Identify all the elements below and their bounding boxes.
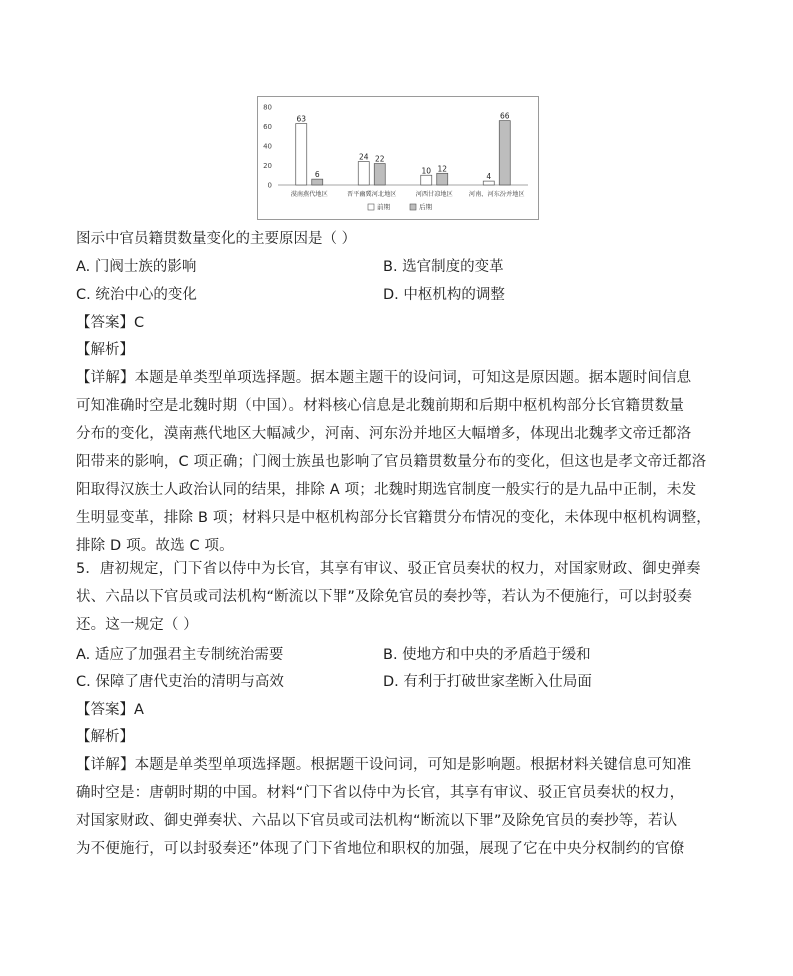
legend-swatch (410, 204, 416, 210)
q5-detail-line: 对国家财政、御史弹奏状、六品以下官员或司法机构“断流以下罪”及除免官员的奏抄等，若认 (76, 813, 678, 829)
q4-analysis-heading: 【解析】 (76, 342, 134, 358)
chart-canvas (258, 97, 538, 219)
data-label: 4 (486, 172, 492, 182)
q5-detail (76, 751, 692, 863)
data-label: 22 (374, 154, 385, 164)
category-label: 漠南燕代地区 (290, 191, 328, 198)
y-tick-label: 0 (267, 181, 272, 190)
data-label: 66 (499, 111, 510, 121)
bar-early (358, 162, 369, 185)
legend-label: 前期 (377, 203, 390, 211)
q5-analysis-heading: 【解析】 (76, 729, 134, 745)
q4-detail-line: 分布的变化，漠南燕代地区大幅减少，河南、河东汾并地区大幅增多，体现出北魏孝文帝迁都洛 (76, 426, 692, 442)
q5-stem-line: 5．唐初规定，门下省以侍中为长官，其享有审议、驳正官员奏状的权力，对国家财政、御史弹奏 (76, 561, 701, 577)
data-label: 6 (314, 170, 320, 180)
y-tick-label: 80 (263, 103, 272, 112)
q5-detail-line: 【详解】本题是单类型单项选择题。根据题干设问词，可知是影响题。根据材料关键信息可知准 (76, 757, 692, 773)
q4-option-c: C. 统治中心的变化 (76, 287, 197, 303)
y-tick-label: 20 (263, 162, 272, 170)
data-label: 10 (421, 166, 432, 176)
data-label: 24 (358, 152, 369, 162)
q5-answer: 【答案】A (76, 702, 144, 718)
q4-option-a: A. 门阀士族的影响 (76, 259, 197, 275)
legend-label: 后期 (419, 203, 432, 211)
bar-late (437, 173, 448, 185)
q5-option-c: C. 保障了唐代吏治的清明与高效 (76, 674, 284, 690)
y-tick-label: 60 (263, 123, 272, 131)
category-label: 河西甘凉地区 (415, 191, 453, 198)
q5-option-d: D. 有利于打破世家垄断入仕局面 (383, 674, 592, 690)
q4-option-d: D. 中枢机构的调整 (383, 287, 505, 303)
q4-detail-line: 可知准确时空是北魏时期（中国）。材料核心信息是北魏前期和后期中枢机构部分长官籍贯数量 (76, 398, 685, 414)
category-label: 河南、河东汾并地区 (468, 191, 525, 198)
legend-swatch (368, 204, 374, 210)
bar-chart (257, 96, 539, 220)
bar-late (374, 164, 385, 185)
data-label: 12 (437, 164, 448, 174)
bar-late (499, 121, 510, 185)
q5-option-b: B. 使地方和中央的矛盾趋于缓和 (383, 647, 591, 663)
q5-stem-line: 还。这一规定（ ） (76, 617, 198, 633)
q4-detail-line: 阳取得汉族士人政治认同的结果，排除 A 项；北魏时期选官制度一般实行的是九品中正制，未发 (76, 482, 697, 498)
bar-early (296, 124, 307, 185)
q4-detail-line: 排除 D 项。故选 C 项。 (76, 538, 234, 554)
q4-detail-line: 生明显变革，排除 B 项；材料只是中枢机构部分长官籍贯分布情况的变化，未体现中枢机构调整， (76, 510, 711, 526)
y-tick-label: 40 (263, 142, 272, 151)
q5-detail-line: 为不便施行，可以封驳奏还”体现了门下省地位和职权的加强，展现了它在中央分权制约的官僚 (76, 841, 685, 857)
q4-answer: 【答案】C (76, 315, 145, 331)
bar-early (421, 175, 432, 185)
q5-option-a: A. 适应了加强君主专制统治需要 (76, 647, 284, 663)
q4-option-b: B. 选官制度的变革 (383, 259, 504, 275)
q4-detail (76, 364, 711, 560)
data-label: 63 (296, 114, 307, 124)
question-5-stem (76, 555, 701, 639)
q4-detail-line: 【详解】本题是单类型单项选择题。据本题主题干的设问词，可知这是原因题。据本题时间信息 (76, 370, 692, 386)
q5-detail-line: 确时空是：唐朝时期的中国。材料“门下省以侍中为长官，其享有审议、驳正官员奏状的权力， (76, 785, 685, 801)
q5-stem-line: 状、六品以下官员或司法机构“断流以下罪”及除免官员的奏抄等，若认为不便施行，可以封驳奏 (76, 589, 692, 605)
q4-detail-line: 阳带来的影响，C 项正确；门阀士族虽也影响了官员籍贯数量分布的变化，但这也是孝文帝迁都洛 (76, 454, 707, 470)
question-4-stem: 图示中官员籍贯数量变化的主要原因是（ ） (76, 231, 357, 247)
bar-early (483, 181, 494, 185)
category-label: 晋平幽冀河北地区 (347, 191, 397, 198)
bar-late (312, 179, 323, 185)
